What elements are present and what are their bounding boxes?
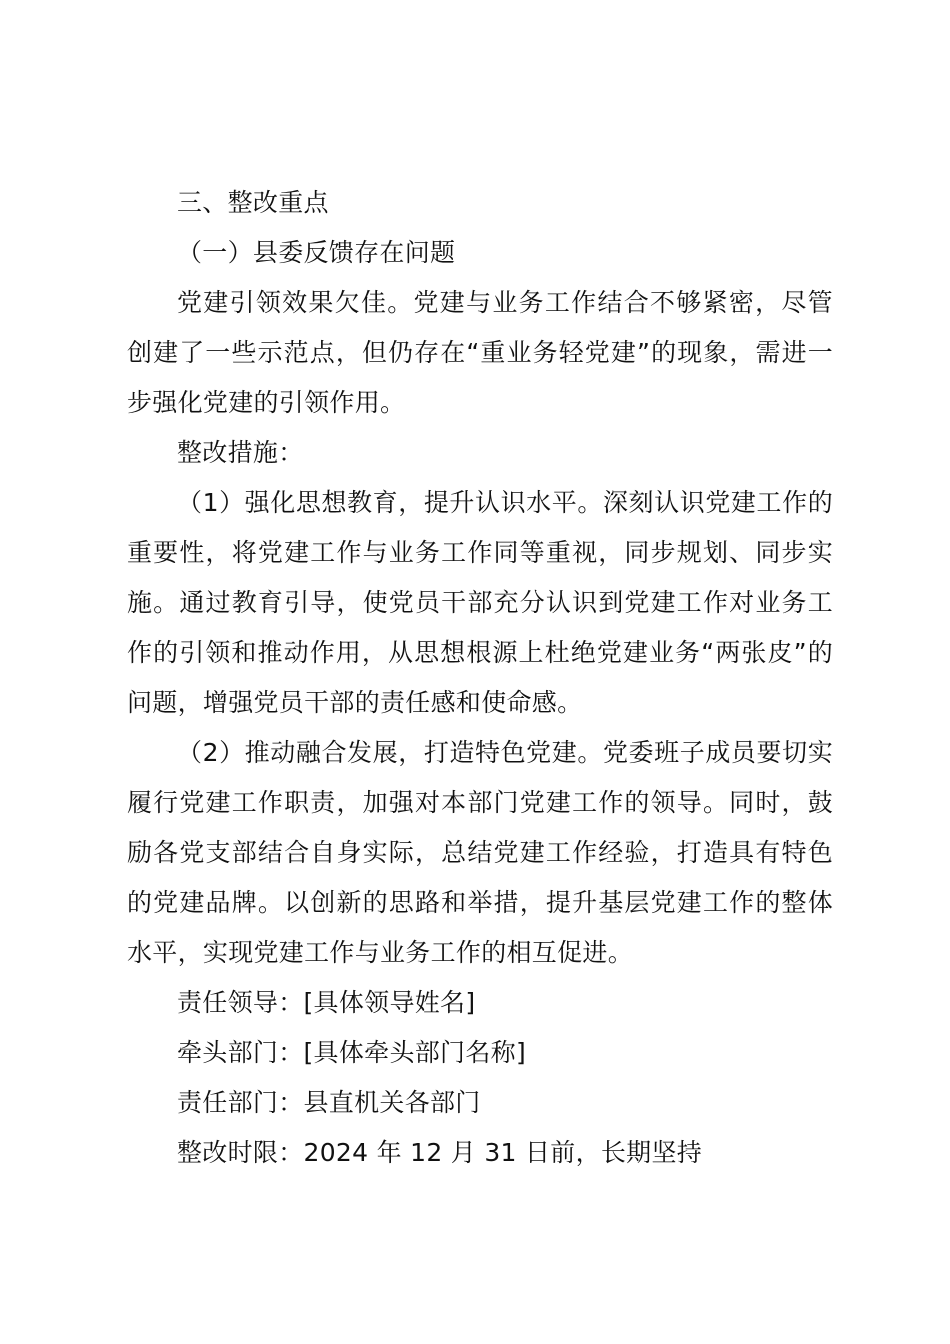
- measure-paragraph-1: （1）强化思想教育，提升认识水平。深刻认识党建工作的重要性，将党建工作与业务工作同等重视，同步规划、同步实施。通过教育引导，使党员干部充分认识到党建工作对业务工作的引领和推动作用，从思想根源上杜绝党建业务“两张皮”的问题，增强党员干部的责任感和使命感。: [127, 488, 833, 717]
- document-body: [127, 178, 833, 1178]
- problem-paragraph: 党建引领效果欠佳。党建与业务工作结合不够紧密，尽管创建了一些示范点，但仍存在“重业务轻党建”的现象，需进一步强化党建的引领作用。: [127, 288, 833, 417]
- measures-heading: 整改措施：: [177, 438, 304, 467]
- responsible-departments: 责任部门：县直机关各部门: [177, 1088, 481, 1117]
- lead-department: 牵头部门：[具体牵头部门名称]: [177, 1038, 527, 1067]
- responsible-leader: 责任领导：[具体领导姓名]: [177, 988, 476, 1017]
- subsection-heading: （一）县委反馈存在问题: [177, 238, 456, 267]
- measure-paragraph-2: （2）推动融合发展，打造特色党建。党委班子成员要切实履行党建工作职责，加强对本部门党建工作的领导。同时，鼓励各党支部结合自身实际，总结党建工作经验，打造具有特色的党建品牌。以创新的思路和举措，提升基层党建工作的整体水平，实现党建工作与业务工作的相互促进。: [127, 738, 833, 967]
- section-heading: 三、整改重点: [177, 188, 329, 217]
- rectification-deadline: 整改时限：2024 年 12 月 31 日前，长期坚持: [177, 1138, 703, 1167]
